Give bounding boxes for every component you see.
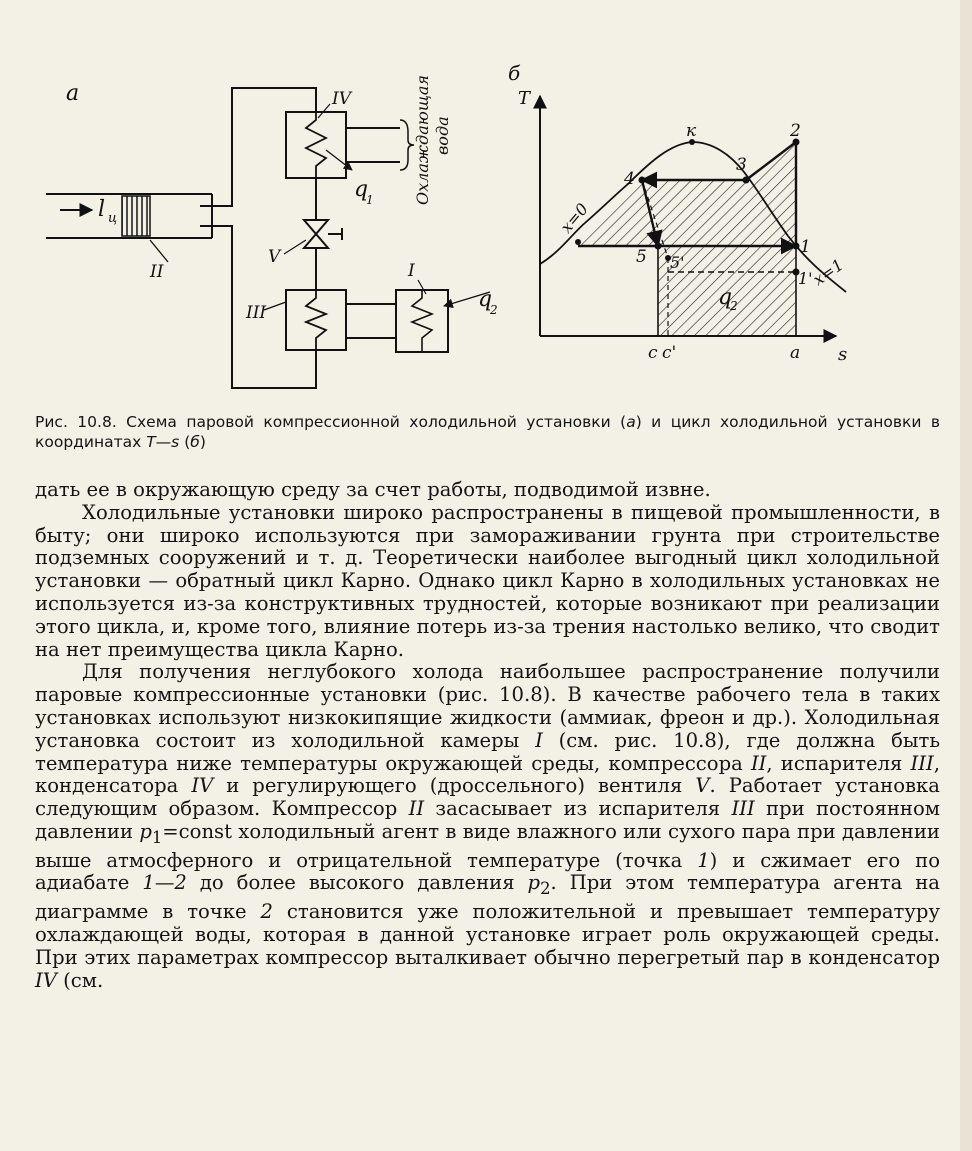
- tick-cp: с': [662, 343, 677, 363]
- label-point-k: к: [686, 121, 697, 141]
- label-point-4: 4: [624, 169, 635, 189]
- label-area-q2: q: [718, 285, 733, 310]
- point-4-dot: [639, 177, 646, 184]
- area-work: [578, 142, 796, 246]
- paragraph-3: Для получения неглубокого холода наибольшее распространение получили паровые компрессионные установки (рис. 10.8). В качестве рабочего тела в таких установках используют низкокипящие жидкости (аммиак, фреон и др.). Холодильная установка состоит из холодильной камеры I (см. рис. 10.8), где должна быть температура ниже температуры окружающей среды, компрессора II, испарителя III, конденсатора IV и регулирующего (дроссельного) вентиля V. Работает установка следующим образом. Компрессор II засасывает из испарителя III при постоянном давлении $p_1=const$ холодильный агент в виде влажного или сухого пара при давлении выше атмосферного и отрицательной температуре (точка 1) и сжимает его по адиабате 1—2 до более высокого давления $p_2$. При этом температура агента на диаграмме в точке 2 становится уже положительной и превышает температуру охлаждающей воды, которая в данной установке играет роль окружающей среды. При этих параметрах компрессор выталкивает обычно перегретый пар в конденсатор IV (см.: [35, 660, 941, 992]
- label-work: l: [98, 197, 106, 222]
- label-cooling-water-2: вода: [433, 116, 452, 155]
- label-point-3: 3: [736, 155, 747, 175]
- label-q1-sub: 1: [366, 193, 374, 207]
- point-1-dot: [793, 243, 800, 250]
- ts-diagram: [508, 61, 847, 365]
- label-q2-sub: 2: [490, 303, 498, 317]
- tick-c: с: [648, 343, 658, 363]
- pipes: [212, 88, 316, 388]
- condenser: [286, 104, 414, 178]
- label-x0: x=0: [556, 199, 593, 237]
- throttle-valve: [284, 220, 342, 254]
- label-work-sub: ц: [108, 211, 118, 226]
- label-point-1p: 1': [798, 269, 813, 288]
- label-chamber: I: [408, 261, 415, 281]
- label-cooling-water-1: Охлаждающая: [413, 75, 432, 205]
- panel-b-label: б: [508, 61, 521, 85]
- label-point-5: 5: [636, 247, 647, 267]
- x0-dot: [575, 239, 581, 245]
- compressor: [46, 194, 212, 262]
- axis-x-label: s: [838, 344, 848, 365]
- figure-10-8: [0, 0, 972, 405]
- point-5-dot: [655, 243, 662, 250]
- tick-a: а: [790, 343, 801, 363]
- figure-caption: Рис. 10.8. Схема паровой компрессионной холодильной установки (а) и цикл холодильной установки в координатах Т—s (б): [35, 413, 940, 451]
- label-point-2: 2: [790, 121, 801, 141]
- label-q1: q: [354, 177, 369, 202]
- label-x1: x=1: [809, 255, 848, 290]
- label-q2: q: [478, 287, 493, 312]
- axis-y-label: T: [518, 88, 531, 109]
- evaporator: [264, 290, 396, 350]
- panel-a-label: а: [66, 81, 80, 106]
- label-compressor: II: [150, 262, 164, 282]
- point-3-dot: [743, 177, 750, 184]
- label-area-q2-sub: 2: [730, 299, 738, 313]
- paragraph-1: дать ее в окружающую среду за счет работы, подводимой извне.: [35, 478, 711, 501]
- label-point-1: 1: [800, 237, 811, 257]
- label-evaporator: III: [246, 303, 267, 323]
- body-text: [35, 479, 940, 992]
- label-condenser: IV: [332, 89, 351, 109]
- label-valve: V: [268, 247, 281, 267]
- paragraph-2: Холодильные установки широко распространены в пищевой промышленности, в быту; они широко используются при замораживании грунта при строительстве подземных сооружений и т. д. Теоретически наиболее выгодный цикл холодильной установки — обратный цикл Карно. Однако цикл Карно в холодильных установках не используется из-за конструктивных трудностей, которые возникают при реализации этого цикла, и, кроме того, влияние потерь из-за трения настолько велико, что сводит на нет преимущества цикла Карно.: [35, 500, 940, 661]
- label-point-5p: 5': [670, 253, 685, 272]
- cold-chamber: [396, 280, 493, 352]
